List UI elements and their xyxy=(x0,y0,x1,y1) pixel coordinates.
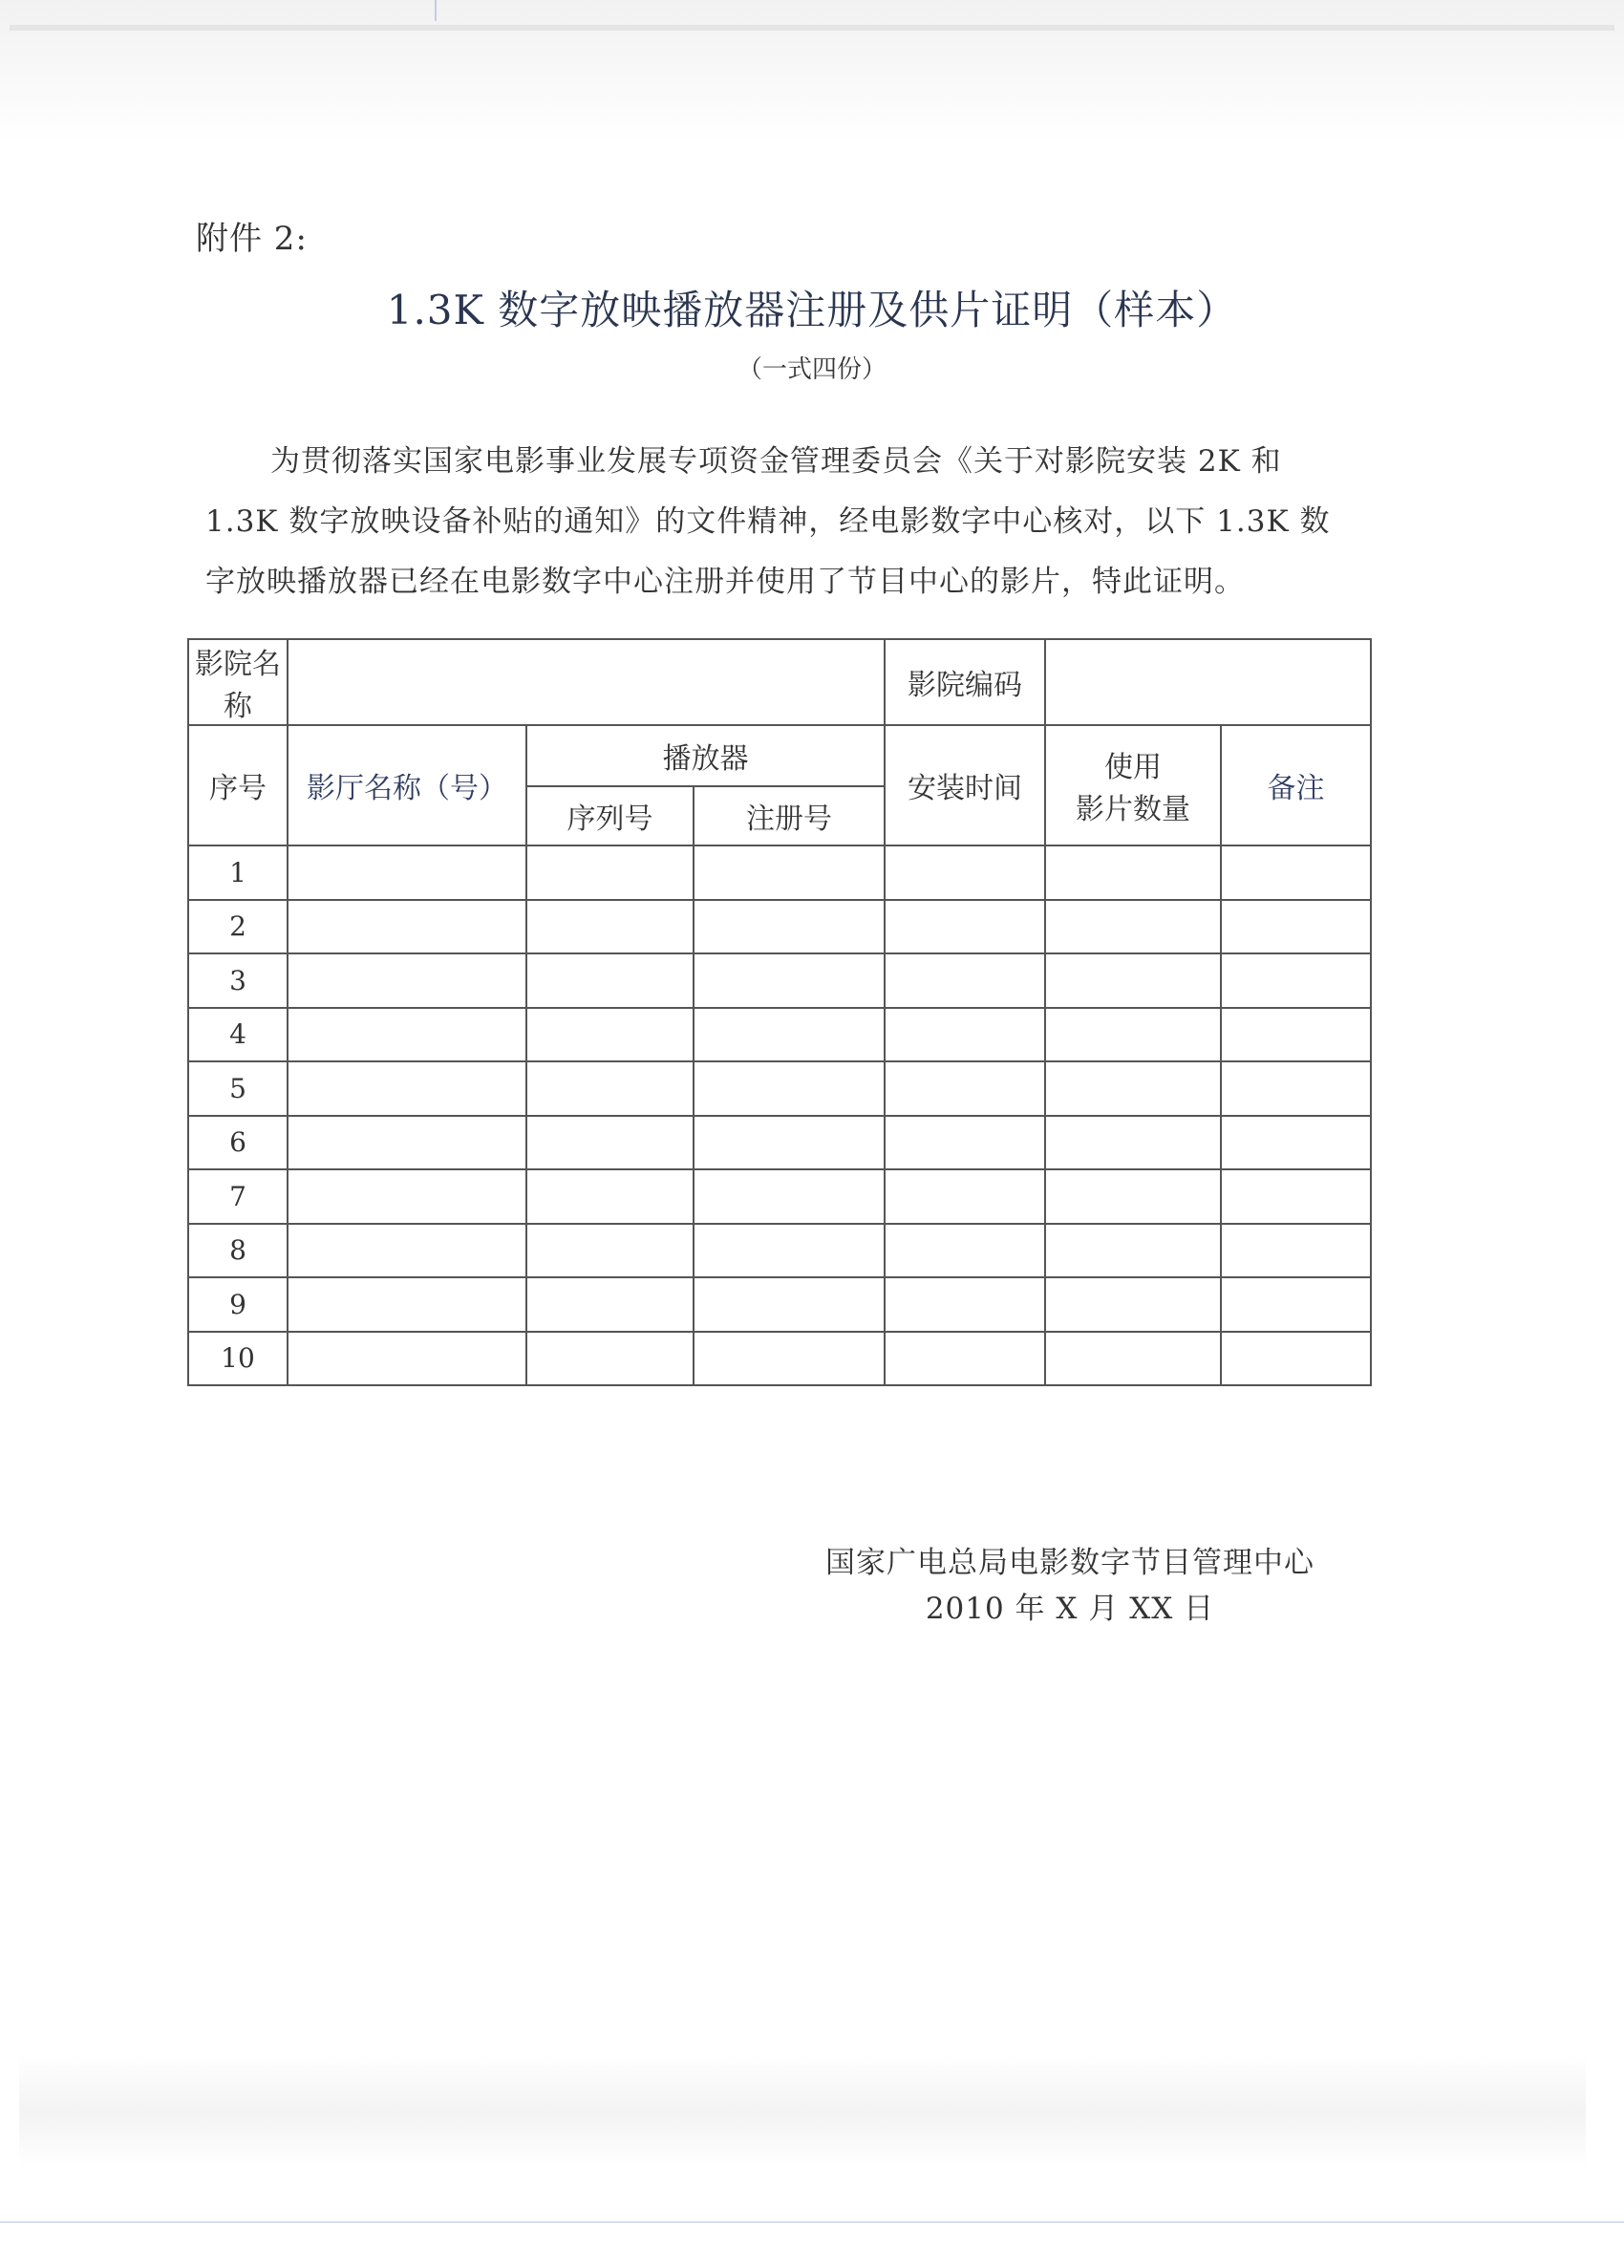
install-time-cell[interactable] xyxy=(885,1061,1045,1116)
films-count-cell[interactable] xyxy=(1045,1332,1221,1386)
registration-number-cell[interactable] xyxy=(694,1169,885,1224)
issuing-organization: 国家广电总局电影数字节目管理中心 xyxy=(825,1546,1314,1580)
page-edge-line xyxy=(0,2221,1624,2223)
films-count-cell[interactable] xyxy=(1045,900,1221,954)
scan-shadow-top xyxy=(0,0,1624,143)
serial-number-cell[interactable] xyxy=(526,900,694,954)
serial-number-cell[interactable] xyxy=(526,845,694,900)
registration-number-cell[interactable] xyxy=(694,1008,885,1062)
install-time-cell[interactable] xyxy=(885,1277,1045,1332)
row-number: 10 xyxy=(188,1332,288,1386)
install-time-cell[interactable] xyxy=(885,1116,1045,1170)
row-number: 1 xyxy=(188,845,288,900)
table-row xyxy=(188,900,1371,954)
header-serial-number: 序列号 xyxy=(526,786,694,845)
registration-number-cell[interactable] xyxy=(694,1277,885,1332)
serial-number-cell[interactable] xyxy=(526,1116,694,1170)
registration-number-cell[interactable] xyxy=(694,1116,885,1170)
serial-number-cell[interactable] xyxy=(526,1008,694,1062)
header-hall-name: 影厅名称（号） xyxy=(288,725,526,845)
films-count-cell[interactable] xyxy=(1045,1008,1221,1062)
hall-name-cell[interactable] xyxy=(288,900,526,954)
registration-number-cell[interactable] xyxy=(694,1224,885,1278)
install-time-cell[interactable] xyxy=(885,1332,1045,1386)
table-row xyxy=(188,953,1371,1008)
hall-name-cell[interactable] xyxy=(288,1332,526,1386)
cinema-code-label: 影院编码 xyxy=(885,639,1045,725)
films-count-cell[interactable] xyxy=(1045,845,1221,900)
serial-number-cell[interactable] xyxy=(526,1061,694,1116)
cinema-info-row xyxy=(188,639,1371,725)
registration-number-cell[interactable] xyxy=(694,953,885,1008)
remarks-cell[interactable] xyxy=(1221,900,1371,954)
header-registration-number: 注册号 xyxy=(694,786,885,845)
serial-number-cell[interactable] xyxy=(526,953,694,1008)
document-subtitle: （一式四份） xyxy=(737,355,887,384)
hall-name-cell[interactable] xyxy=(288,1008,526,1062)
remarks-cell[interactable] xyxy=(1221,1332,1371,1386)
table-row xyxy=(188,1277,1371,1332)
table-row xyxy=(188,1332,1371,1386)
serial-number-cell[interactable] xyxy=(526,1277,694,1332)
films-count-cell[interactable] xyxy=(1045,1061,1221,1116)
table-row xyxy=(188,1008,1371,1062)
films-count-cell[interactable] xyxy=(1045,1116,1221,1170)
films-count-cell[interactable] xyxy=(1045,1169,1221,1224)
films-count-cell[interactable] xyxy=(1045,1277,1221,1332)
install-time-cell[interactable] xyxy=(885,953,1045,1008)
hall-name-cell[interactable] xyxy=(288,845,526,900)
hall-name-cell[interactable] xyxy=(288,1061,526,1116)
remarks-cell[interactable] xyxy=(1221,845,1371,900)
row-number: 6 xyxy=(188,1116,288,1170)
scan-shadow-bottom xyxy=(19,2054,1586,2169)
column-header-row xyxy=(188,725,1371,786)
serial-number-cell[interactable] xyxy=(526,1169,694,1224)
install-time-cell[interactable] xyxy=(885,1224,1045,1278)
install-time-cell[interactable] xyxy=(885,1008,1045,1062)
header-films-count xyxy=(1045,725,1221,845)
remarks-cell[interactable] xyxy=(1221,1224,1371,1278)
row-number: 4 xyxy=(188,1008,288,1062)
table-row xyxy=(188,1224,1371,1278)
hall-name-cell[interactable] xyxy=(288,1169,526,1224)
registration-number-cell[interactable] xyxy=(694,900,885,954)
header-remarks: 备注 xyxy=(1221,725,1371,845)
scan-artifact-line xyxy=(10,25,1614,31)
attachment-label: 附件 2: xyxy=(196,220,308,258)
issue-date: 2010 年 X 月 XX 日 xyxy=(925,1592,1215,1626)
install-time-cell[interactable] xyxy=(885,845,1045,900)
remarks-cell[interactable] xyxy=(1221,1169,1371,1224)
remarks-cell[interactable] xyxy=(1221,953,1371,1008)
header-install-time: 安装时间 xyxy=(885,725,1045,845)
hall-name-cell[interactable] xyxy=(288,1116,526,1170)
scan-edge-mark xyxy=(435,0,437,21)
body-paragraph: 为贯彻落实国家电影事业发展专项资金管理委员会《关于对影院安装 2K 和 1.3K 数字放映设备补贴的通知》的文件精神，经电影数字中心核对，以下 1.3K 数字放映播放器已经在电影数字中心注册并使用了节目中心的影片，特此证明。 xyxy=(205,444,1331,599)
serial-number-cell[interactable] xyxy=(526,1332,694,1386)
remarks-cell[interactable] xyxy=(1221,1008,1371,1062)
table-row xyxy=(188,1061,1371,1116)
cinema-name-label: 影院名称 xyxy=(188,639,288,725)
row-number: 7 xyxy=(188,1169,288,1224)
header-player: 播放器 xyxy=(526,725,885,786)
hall-name-cell[interactable] xyxy=(288,1277,526,1332)
row-number: 8 xyxy=(188,1224,288,1278)
table-row xyxy=(188,1169,1371,1224)
hall-name-cell[interactable] xyxy=(288,953,526,1008)
cinema-name-field[interactable] xyxy=(288,639,885,725)
registration-number-cell[interactable] xyxy=(694,845,885,900)
registration-number-cell[interactable] xyxy=(694,1332,885,1386)
remarks-cell[interactable] xyxy=(1221,1116,1371,1170)
hall-name-cell[interactable] xyxy=(288,1224,526,1278)
signature-block xyxy=(802,1540,1337,1632)
row-number: 9 xyxy=(188,1277,288,1332)
install-time-cell[interactable] xyxy=(885,1169,1045,1224)
row-number: 2 xyxy=(188,900,288,954)
header-films-count-line2: 影片数量 xyxy=(1076,793,1191,826)
table-row xyxy=(188,1116,1371,1170)
registration-table xyxy=(187,638,1372,1386)
header-no: 序号 xyxy=(188,725,288,845)
cinema-code-field[interactable] xyxy=(1045,639,1371,725)
remarks-cell[interactable] xyxy=(1221,1061,1371,1116)
table-row xyxy=(188,845,1371,900)
row-number: 3 xyxy=(188,953,288,1008)
row-number: 5 xyxy=(188,1061,288,1116)
registration-number-cell[interactable] xyxy=(694,1061,885,1116)
films-count-cell[interactable] xyxy=(1045,953,1221,1008)
install-time-cell[interactable] xyxy=(885,900,1045,954)
header-films-count-line1: 使用 xyxy=(1104,751,1163,784)
document-title: 1.3K 数字放映播放器注册及供片证明（样本） xyxy=(386,287,1238,333)
serial-number-cell[interactable] xyxy=(526,1224,694,1278)
remarks-cell[interactable] xyxy=(1221,1277,1371,1332)
films-count-cell[interactable] xyxy=(1045,1224,1221,1278)
